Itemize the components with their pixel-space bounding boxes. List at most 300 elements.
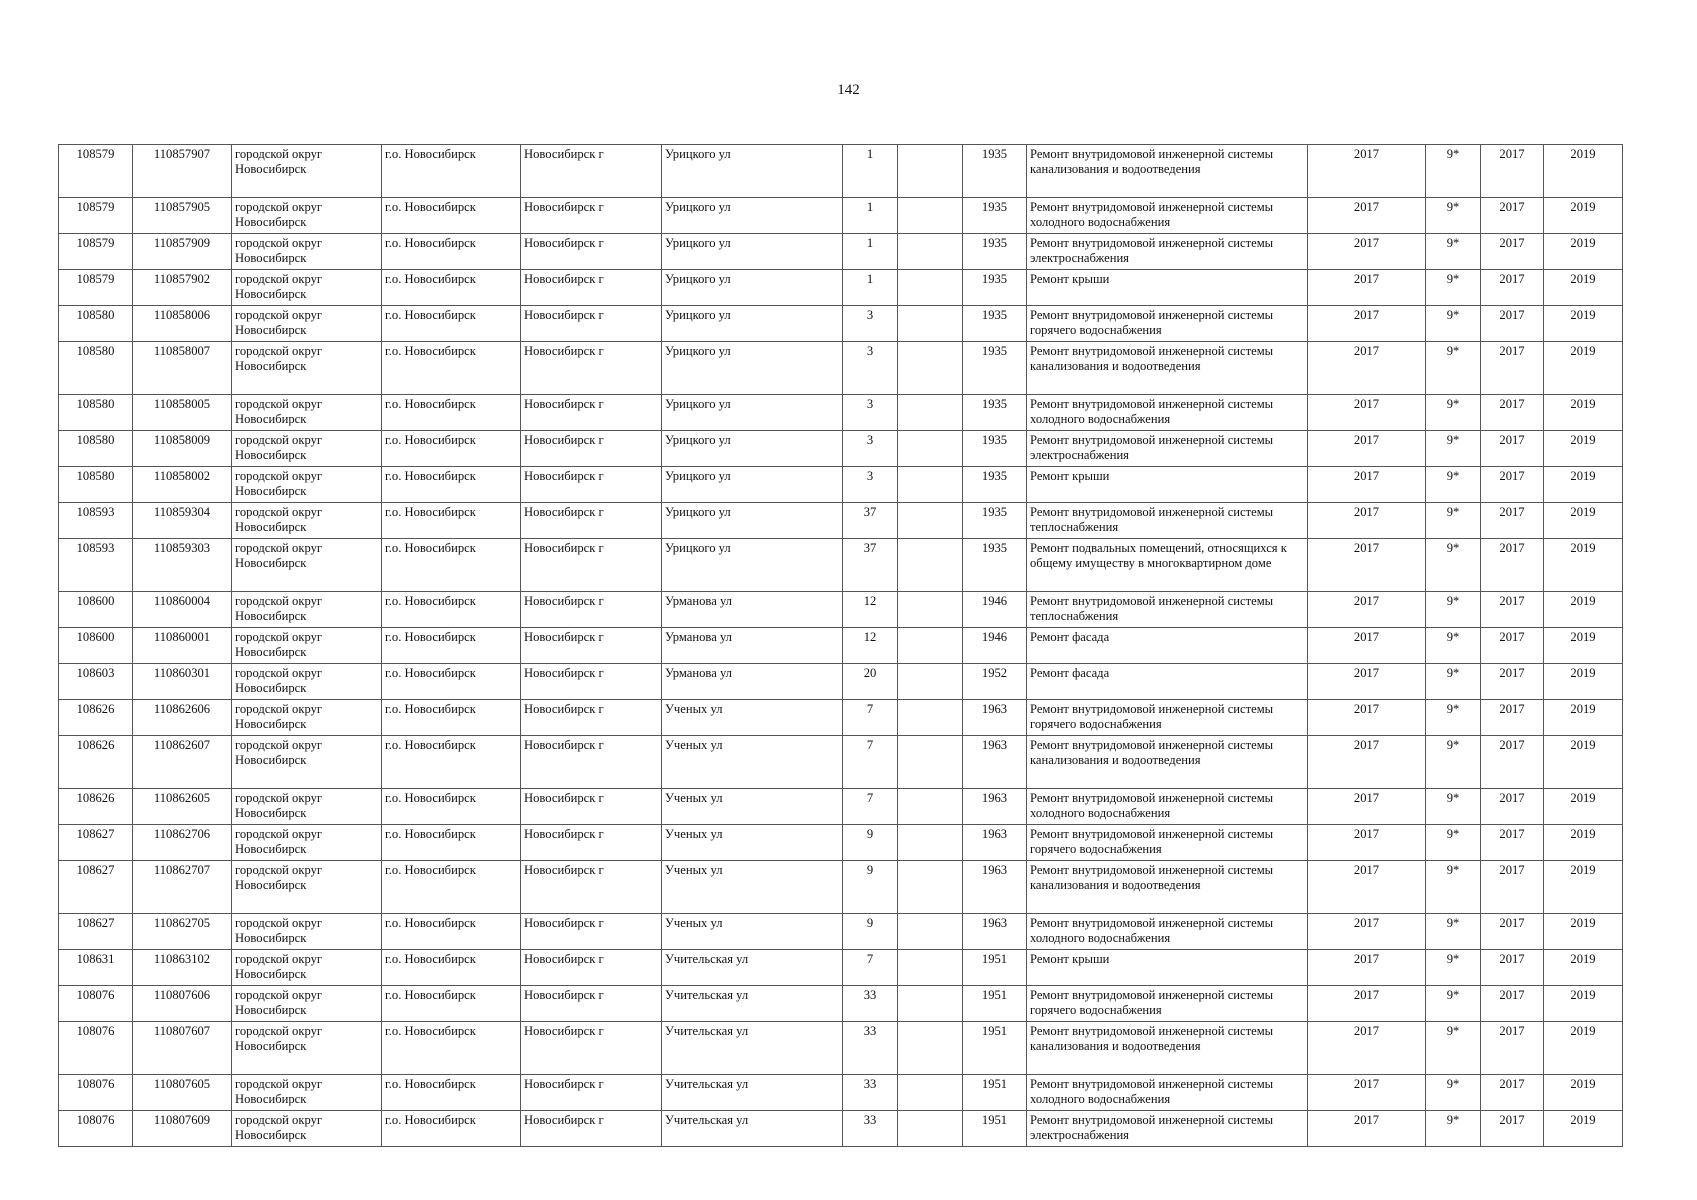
start-year-cell: 2017 bbox=[1481, 198, 1544, 234]
plan-year-cell: 2017 bbox=[1308, 198, 1426, 234]
capital-repair-table bbox=[58, 144, 1623, 1147]
year-built-cell: 1963 bbox=[963, 914, 1027, 950]
municipality-cell: г.о. Новосибирск bbox=[382, 700, 521, 736]
house-cell: 9 bbox=[843, 914, 898, 950]
building-cell bbox=[898, 539, 963, 592]
plan-year-cell: 2017 bbox=[1308, 395, 1426, 431]
id-cell: 108579 bbox=[59, 198, 133, 234]
work-type-cell: Ремонт подвальных помещений, относящихся к общему имуществу в многоквартирном доме bbox=[1027, 539, 1308, 592]
table-row bbox=[59, 861, 1623, 914]
municipality-cell: г.о. Новосибирск bbox=[382, 950, 521, 986]
start-year-cell: 2017 bbox=[1481, 431, 1544, 467]
start-year-cell: 2017 bbox=[1481, 914, 1544, 950]
municipality-cell: г.о. Новосибирск bbox=[382, 431, 521, 467]
work-type-cell: Ремонт внутридомовой инженерной системы горячего водоснабжения bbox=[1027, 306, 1308, 342]
code-cell: 110860004 bbox=[133, 592, 232, 628]
work-type-cell: Ремонт внутридомовой инженерной системы горячего водоснабжения bbox=[1027, 986, 1308, 1022]
year-built-cell: 1935 bbox=[963, 539, 1027, 592]
end-year-cell: 2019 bbox=[1544, 395, 1623, 431]
street-cell: Урицкого ул bbox=[662, 342, 843, 395]
plan-year-cell: 2017 bbox=[1308, 145, 1426, 198]
id-cell: 108600 bbox=[59, 592, 133, 628]
id-cell: 108626 bbox=[59, 789, 133, 825]
city-cell: Новосибирск г bbox=[521, 861, 662, 914]
year-built-cell: 1935 bbox=[963, 431, 1027, 467]
work-type-cell: Ремонт внутридомовой инженерной системы горячего водоснабжения bbox=[1027, 825, 1308, 861]
table-row bbox=[59, 145, 1623, 198]
year-built-cell: 1935 bbox=[963, 503, 1027, 539]
house-cell: 9 bbox=[843, 861, 898, 914]
city-cell: Новосибирск г bbox=[521, 467, 662, 503]
code-cell: 110862707 bbox=[133, 861, 232, 914]
house-cell: 7 bbox=[843, 736, 898, 789]
year-built-cell: 1946 bbox=[963, 592, 1027, 628]
start-year-cell: 2017 bbox=[1481, 503, 1544, 539]
city-cell: Новосибирск г bbox=[521, 736, 662, 789]
plan-year-cell: 2017 bbox=[1308, 1111, 1426, 1147]
table-row bbox=[59, 1075, 1623, 1111]
start-year-cell: 2017 bbox=[1481, 789, 1544, 825]
id-cell: 108579 bbox=[59, 145, 133, 198]
work-type-cell: Ремонт внутридомовой инженерной системы электроснабжения bbox=[1027, 431, 1308, 467]
table-row bbox=[59, 914, 1623, 950]
end-year-cell: 2019 bbox=[1544, 986, 1623, 1022]
code-cell: 110862606 bbox=[133, 700, 232, 736]
code-cell: 110857907 bbox=[133, 145, 232, 198]
id-cell: 108580 bbox=[59, 395, 133, 431]
code-cell: 110862705 bbox=[133, 914, 232, 950]
city-cell: Новосибирск г bbox=[521, 539, 662, 592]
id-cell: 108626 bbox=[59, 736, 133, 789]
code-cell: 110863102 bbox=[133, 950, 232, 986]
work-type-cell: Ремонт внутридомовой инженерной системы холодного водоснабжения bbox=[1027, 789, 1308, 825]
end-year-cell: 2019 bbox=[1544, 950, 1623, 986]
floors-cell: 9* bbox=[1426, 234, 1481, 270]
house-cell: 33 bbox=[843, 1022, 898, 1075]
code-cell: 110857905 bbox=[133, 198, 232, 234]
street-cell: Урицкого ул bbox=[662, 539, 843, 592]
id-cell: 108076 bbox=[59, 986, 133, 1022]
building-cell bbox=[898, 914, 963, 950]
id-cell: 108627 bbox=[59, 825, 133, 861]
street-cell: Урицкого ул bbox=[662, 198, 843, 234]
table-row bbox=[59, 1111, 1623, 1147]
city-cell: Новосибирск г bbox=[521, 789, 662, 825]
building-cell bbox=[898, 1075, 963, 1111]
plan-year-cell: 2017 bbox=[1308, 270, 1426, 306]
floors-cell: 9* bbox=[1426, 914, 1481, 950]
code-cell: 110858002 bbox=[133, 467, 232, 503]
id-cell: 108076 bbox=[59, 1111, 133, 1147]
end-year-cell: 2019 bbox=[1544, 861, 1623, 914]
floors-cell: 9* bbox=[1426, 198, 1481, 234]
start-year-cell: 2017 bbox=[1481, 539, 1544, 592]
floors-cell: 9* bbox=[1426, 395, 1481, 431]
work-type-cell: Ремонт крыши bbox=[1027, 467, 1308, 503]
plan-year-cell: 2017 bbox=[1308, 306, 1426, 342]
city-cell: Новосибирск г bbox=[521, 950, 662, 986]
district-cell: городской округ Новосибирск bbox=[232, 198, 382, 234]
table-row bbox=[59, 198, 1623, 234]
plan-year-cell: 2017 bbox=[1308, 789, 1426, 825]
district-cell: городской округ Новосибирск bbox=[232, 503, 382, 539]
city-cell: Новосибирск г bbox=[521, 234, 662, 270]
street-cell: Учительская ул bbox=[662, 986, 843, 1022]
code-cell: 110858009 bbox=[133, 431, 232, 467]
building-cell bbox=[898, 342, 963, 395]
district-cell: городской округ Новосибирск bbox=[232, 1075, 382, 1111]
end-year-cell: 2019 bbox=[1544, 306, 1623, 342]
work-type-cell: Ремонт фасада bbox=[1027, 664, 1308, 700]
building-cell bbox=[898, 825, 963, 861]
code-cell: 110862607 bbox=[133, 736, 232, 789]
floors-cell: 9* bbox=[1426, 145, 1481, 198]
municipality-cell: г.о. Новосибирск bbox=[382, 145, 521, 198]
table-row bbox=[59, 986, 1623, 1022]
municipality-cell: г.о. Новосибирск bbox=[382, 467, 521, 503]
street-cell: Урицкого ул bbox=[662, 467, 843, 503]
house-cell: 7 bbox=[843, 789, 898, 825]
city-cell: Новосибирск г bbox=[521, 664, 662, 700]
building-cell bbox=[898, 145, 963, 198]
house-cell: 3 bbox=[843, 467, 898, 503]
work-type-cell: Ремонт внутридомовой инженерной системы теплоснабжения bbox=[1027, 592, 1308, 628]
street-cell: Учительская ул bbox=[662, 1022, 843, 1075]
table-row bbox=[59, 431, 1623, 467]
floors-cell: 9* bbox=[1426, 270, 1481, 306]
start-year-cell: 2017 bbox=[1481, 736, 1544, 789]
district-cell: городской округ Новосибирск bbox=[232, 736, 382, 789]
street-cell: Урицкого ул bbox=[662, 270, 843, 306]
table-row bbox=[59, 395, 1623, 431]
municipality-cell: г.о. Новосибирск bbox=[382, 736, 521, 789]
code-cell: 110807606 bbox=[133, 986, 232, 1022]
start-year-cell: 2017 bbox=[1481, 1111, 1544, 1147]
district-cell: городской округ Новосибирск bbox=[232, 145, 382, 198]
id-cell: 108580 bbox=[59, 467, 133, 503]
plan-year-cell: 2017 bbox=[1308, 986, 1426, 1022]
floors-cell: 9* bbox=[1426, 664, 1481, 700]
year-built-cell: 1935 bbox=[963, 145, 1027, 198]
plan-year-cell: 2017 bbox=[1308, 431, 1426, 467]
street-cell: Ученых ул bbox=[662, 789, 843, 825]
building-cell bbox=[898, 234, 963, 270]
city-cell: Новосибирск г bbox=[521, 592, 662, 628]
building-cell bbox=[898, 736, 963, 789]
house-cell: 37 bbox=[843, 539, 898, 592]
start-year-cell: 2017 bbox=[1481, 395, 1544, 431]
municipality-cell: г.о. Новосибирск bbox=[382, 914, 521, 950]
house-cell: 37 bbox=[843, 503, 898, 539]
floors-cell: 9* bbox=[1426, 431, 1481, 467]
table-row bbox=[59, 789, 1623, 825]
year-built-cell: 1951 bbox=[963, 1075, 1027, 1111]
municipality-cell: г.о. Новосибирск bbox=[382, 789, 521, 825]
district-cell: городской округ Новосибирск bbox=[232, 628, 382, 664]
work-type-cell: Ремонт внутридомовой инженерной системы теплоснабжения bbox=[1027, 503, 1308, 539]
id-cell: 108076 bbox=[59, 1022, 133, 1075]
work-type-cell: Ремонт внутридомовой инженерной системы горячего водоснабжения bbox=[1027, 700, 1308, 736]
work-type-cell: Ремонт внутридомовой инженерной системы холодного водоснабжения bbox=[1027, 914, 1308, 950]
code-cell: 110858007 bbox=[133, 342, 232, 395]
building-cell bbox=[898, 270, 963, 306]
city-cell: Новосибирск г bbox=[521, 914, 662, 950]
house-cell: 33 bbox=[843, 1075, 898, 1111]
street-cell: Ученых ул bbox=[662, 825, 843, 861]
end-year-cell: 2019 bbox=[1544, 736, 1623, 789]
work-type-cell: Ремонт внутридомовой инженерной системы холодного водоснабжения bbox=[1027, 198, 1308, 234]
end-year-cell: 2019 bbox=[1544, 592, 1623, 628]
street-cell: Ученых ул bbox=[662, 861, 843, 914]
end-year-cell: 2019 bbox=[1544, 628, 1623, 664]
street-cell: Урманова ул bbox=[662, 628, 843, 664]
district-cell: городской округ Новосибирск bbox=[232, 789, 382, 825]
code-cell: 110807607 bbox=[133, 1022, 232, 1075]
house-cell: 9 bbox=[843, 825, 898, 861]
id-cell: 108593 bbox=[59, 503, 133, 539]
year-built-cell: 1935 bbox=[963, 198, 1027, 234]
table-row bbox=[59, 503, 1623, 539]
table-row bbox=[59, 736, 1623, 789]
end-year-cell: 2019 bbox=[1544, 234, 1623, 270]
id-cell: 108627 bbox=[59, 861, 133, 914]
plan-year-cell: 2017 bbox=[1308, 628, 1426, 664]
code-cell: 110859304 bbox=[133, 503, 232, 539]
building-cell bbox=[898, 628, 963, 664]
floors-cell: 9* bbox=[1426, 861, 1481, 914]
house-cell: 1 bbox=[843, 234, 898, 270]
building-cell bbox=[898, 789, 963, 825]
year-built-cell: 1935 bbox=[963, 306, 1027, 342]
end-year-cell: 2019 bbox=[1544, 1022, 1623, 1075]
floors-cell: 9* bbox=[1426, 342, 1481, 395]
plan-year-cell: 2017 bbox=[1308, 503, 1426, 539]
floors-cell: 9* bbox=[1426, 1075, 1481, 1111]
city-cell: Новосибирск г bbox=[521, 1075, 662, 1111]
code-cell: 110858006 bbox=[133, 306, 232, 342]
house-cell: 33 bbox=[843, 986, 898, 1022]
municipality-cell: г.о. Новосибирск bbox=[382, 342, 521, 395]
work-type-cell: Ремонт внутридомовой инженерной системы холодного водоснабжения bbox=[1027, 395, 1308, 431]
city-cell: Новосибирск г bbox=[521, 198, 662, 234]
municipality-cell: г.о. Новосибирск bbox=[382, 198, 521, 234]
plan-year-cell: 2017 bbox=[1308, 700, 1426, 736]
district-cell: городской округ Новосибирск bbox=[232, 950, 382, 986]
municipality-cell: г.о. Новосибирск bbox=[382, 825, 521, 861]
table-row bbox=[59, 950, 1623, 986]
work-type-cell: Ремонт крыши bbox=[1027, 950, 1308, 986]
work-type-cell: Ремонт внутридомовой инженерной системы электроснабжения bbox=[1027, 234, 1308, 270]
table-row bbox=[59, 270, 1623, 306]
year-built-cell: 1963 bbox=[963, 700, 1027, 736]
plan-year-cell: 2017 bbox=[1308, 736, 1426, 789]
id-cell: 108580 bbox=[59, 431, 133, 467]
building-cell bbox=[898, 198, 963, 234]
city-cell: Новосибирск г bbox=[521, 270, 662, 306]
building-cell bbox=[898, 431, 963, 467]
table-row bbox=[59, 467, 1623, 503]
district-cell: городской округ Новосибирск bbox=[232, 825, 382, 861]
municipality-cell: г.о. Новосибирск bbox=[382, 628, 521, 664]
start-year-cell: 2017 bbox=[1481, 825, 1544, 861]
street-cell: Учительская ул bbox=[662, 950, 843, 986]
house-cell: 33 bbox=[843, 1111, 898, 1147]
code-cell: 110859303 bbox=[133, 539, 232, 592]
district-cell: городской округ Новосибирск bbox=[232, 1022, 382, 1075]
municipality-cell: г.о. Новосибирск bbox=[382, 503, 521, 539]
start-year-cell: 2017 bbox=[1481, 234, 1544, 270]
end-year-cell: 2019 bbox=[1544, 431, 1623, 467]
district-cell: городской округ Новосибирск bbox=[232, 700, 382, 736]
house-cell: 3 bbox=[843, 431, 898, 467]
year-built-cell: 1935 bbox=[963, 467, 1027, 503]
table-row bbox=[59, 628, 1623, 664]
house-cell: 3 bbox=[843, 342, 898, 395]
floors-cell: 9* bbox=[1426, 950, 1481, 986]
house-cell: 20 bbox=[843, 664, 898, 700]
id-cell: 108603 bbox=[59, 664, 133, 700]
work-type-cell: Ремонт внутридомовой инженерной системы канализования и водоотведения bbox=[1027, 861, 1308, 914]
building-cell bbox=[898, 861, 963, 914]
building-cell bbox=[898, 986, 963, 1022]
work-type-cell: Ремонт внутридомовой инженерной системы электроснабжения bbox=[1027, 1111, 1308, 1147]
district-cell: городской округ Новосибирск bbox=[232, 861, 382, 914]
municipality-cell: г.о. Новосибирск bbox=[382, 664, 521, 700]
start-year-cell: 2017 bbox=[1481, 861, 1544, 914]
city-cell: Новосибирск г bbox=[521, 306, 662, 342]
street-cell: Урицкого ул bbox=[662, 145, 843, 198]
plan-year-cell: 2017 bbox=[1308, 825, 1426, 861]
house-cell: 1 bbox=[843, 270, 898, 306]
table-row bbox=[59, 700, 1623, 736]
city-cell: Новосибирск г bbox=[521, 503, 662, 539]
street-cell: Урицкого ул bbox=[662, 234, 843, 270]
end-year-cell: 2019 bbox=[1544, 503, 1623, 539]
house-cell: 3 bbox=[843, 395, 898, 431]
street-cell: Ученых ул bbox=[662, 914, 843, 950]
end-year-cell: 2019 bbox=[1544, 789, 1623, 825]
city-cell: Новосибирск г bbox=[521, 825, 662, 861]
house-cell: 7 bbox=[843, 700, 898, 736]
start-year-cell: 2017 bbox=[1481, 628, 1544, 664]
floors-cell: 9* bbox=[1426, 789, 1481, 825]
floors-cell: 9* bbox=[1426, 1111, 1481, 1147]
work-type-cell: Ремонт внутридомовой инженерной системы канализования и водоотведения bbox=[1027, 145, 1308, 198]
street-cell: Урицкого ул bbox=[662, 395, 843, 431]
year-built-cell: 1951 bbox=[963, 950, 1027, 986]
plan-year-cell: 2017 bbox=[1308, 1075, 1426, 1111]
work-type-cell: Ремонт фасада bbox=[1027, 628, 1308, 664]
plan-year-cell: 2017 bbox=[1308, 664, 1426, 700]
year-built-cell: 1935 bbox=[963, 395, 1027, 431]
street-cell: Ученых ул bbox=[662, 736, 843, 789]
municipality-cell: г.о. Новосибирск bbox=[382, 270, 521, 306]
end-year-cell: 2019 bbox=[1544, 1075, 1623, 1111]
district-cell: городской округ Новосибирск bbox=[232, 234, 382, 270]
id-cell: 108627 bbox=[59, 914, 133, 950]
floors-cell: 9* bbox=[1426, 1022, 1481, 1075]
start-year-cell: 2017 bbox=[1481, 1022, 1544, 1075]
floors-cell: 9* bbox=[1426, 628, 1481, 664]
city-cell: Новосибирск г bbox=[521, 1111, 662, 1147]
id-cell: 108593 bbox=[59, 539, 133, 592]
end-year-cell: 2019 bbox=[1544, 1111, 1623, 1147]
start-year-cell: 2017 bbox=[1481, 1075, 1544, 1111]
start-year-cell: 2017 bbox=[1481, 950, 1544, 986]
year-built-cell: 1951 bbox=[963, 1111, 1027, 1147]
table-body bbox=[59, 145, 1623, 1147]
year-built-cell: 1963 bbox=[963, 825, 1027, 861]
year-built-cell: 1963 bbox=[963, 789, 1027, 825]
code-cell: 110862605 bbox=[133, 789, 232, 825]
end-year-cell: 2019 bbox=[1544, 467, 1623, 503]
city-cell: Новосибирск г bbox=[521, 431, 662, 467]
city-cell: Новосибирск г bbox=[521, 1022, 662, 1075]
plan-year-cell: 2017 bbox=[1308, 861, 1426, 914]
start-year-cell: 2017 bbox=[1481, 270, 1544, 306]
id-cell: 108076 bbox=[59, 1075, 133, 1111]
plan-year-cell: 2017 bbox=[1308, 1022, 1426, 1075]
end-year-cell: 2019 bbox=[1544, 145, 1623, 198]
municipality-cell: г.о. Новосибирск bbox=[382, 861, 521, 914]
municipality-cell: г.о. Новосибирск bbox=[382, 986, 521, 1022]
code-cell: 110858005 bbox=[133, 395, 232, 431]
end-year-cell: 2019 bbox=[1544, 914, 1623, 950]
building-cell bbox=[898, 467, 963, 503]
city-cell: Новосибирск г bbox=[521, 628, 662, 664]
code-cell: 110860301 bbox=[133, 664, 232, 700]
street-cell: Урманова ул bbox=[662, 664, 843, 700]
municipality-cell: г.о. Новосибирск bbox=[382, 539, 521, 592]
city-cell: Новосибирск г bbox=[521, 395, 662, 431]
floors-cell: 9* bbox=[1426, 986, 1481, 1022]
city-cell: Новосибирск г bbox=[521, 342, 662, 395]
floors-cell: 9* bbox=[1426, 700, 1481, 736]
district-cell: городской округ Новосибирск bbox=[232, 1111, 382, 1147]
year-built-cell: 1935 bbox=[963, 342, 1027, 395]
building-cell bbox=[898, 592, 963, 628]
municipality-cell: г.о. Новосибирск bbox=[382, 1022, 521, 1075]
city-cell: Новосибирск г bbox=[521, 145, 662, 198]
code-cell: 110807605 bbox=[133, 1075, 232, 1111]
id-cell: 108626 bbox=[59, 700, 133, 736]
id-cell: 108631 bbox=[59, 950, 133, 986]
code-cell: 110862706 bbox=[133, 825, 232, 861]
district-cell: городской округ Новосибирск bbox=[232, 467, 382, 503]
start-year-cell: 2017 bbox=[1481, 467, 1544, 503]
table-row bbox=[59, 342, 1623, 395]
street-cell: Урицкого ул bbox=[662, 503, 843, 539]
plan-year-cell: 2017 bbox=[1308, 592, 1426, 628]
floors-cell: 9* bbox=[1426, 592, 1481, 628]
street-cell: Учительская ул bbox=[662, 1111, 843, 1147]
id-cell: 108580 bbox=[59, 306, 133, 342]
start-year-cell: 2017 bbox=[1481, 700, 1544, 736]
district-cell: городской округ Новосибирск bbox=[232, 270, 382, 306]
building-cell bbox=[898, 1022, 963, 1075]
municipality-cell: г.о. Новосибирск bbox=[382, 1111, 521, 1147]
plan-year-cell: 2017 bbox=[1308, 914, 1426, 950]
id-cell: 108600 bbox=[59, 628, 133, 664]
code-cell: 110860001 bbox=[133, 628, 232, 664]
code-cell: 110857909 bbox=[133, 234, 232, 270]
district-cell: городской округ Новосибирск bbox=[232, 664, 382, 700]
end-year-cell: 2019 bbox=[1544, 664, 1623, 700]
building-cell bbox=[898, 664, 963, 700]
work-type-cell: Ремонт внутридомовой инженерной системы канализования и водоотведения bbox=[1027, 342, 1308, 395]
end-year-cell: 2019 bbox=[1544, 342, 1623, 395]
plan-year-cell: 2017 bbox=[1308, 234, 1426, 270]
